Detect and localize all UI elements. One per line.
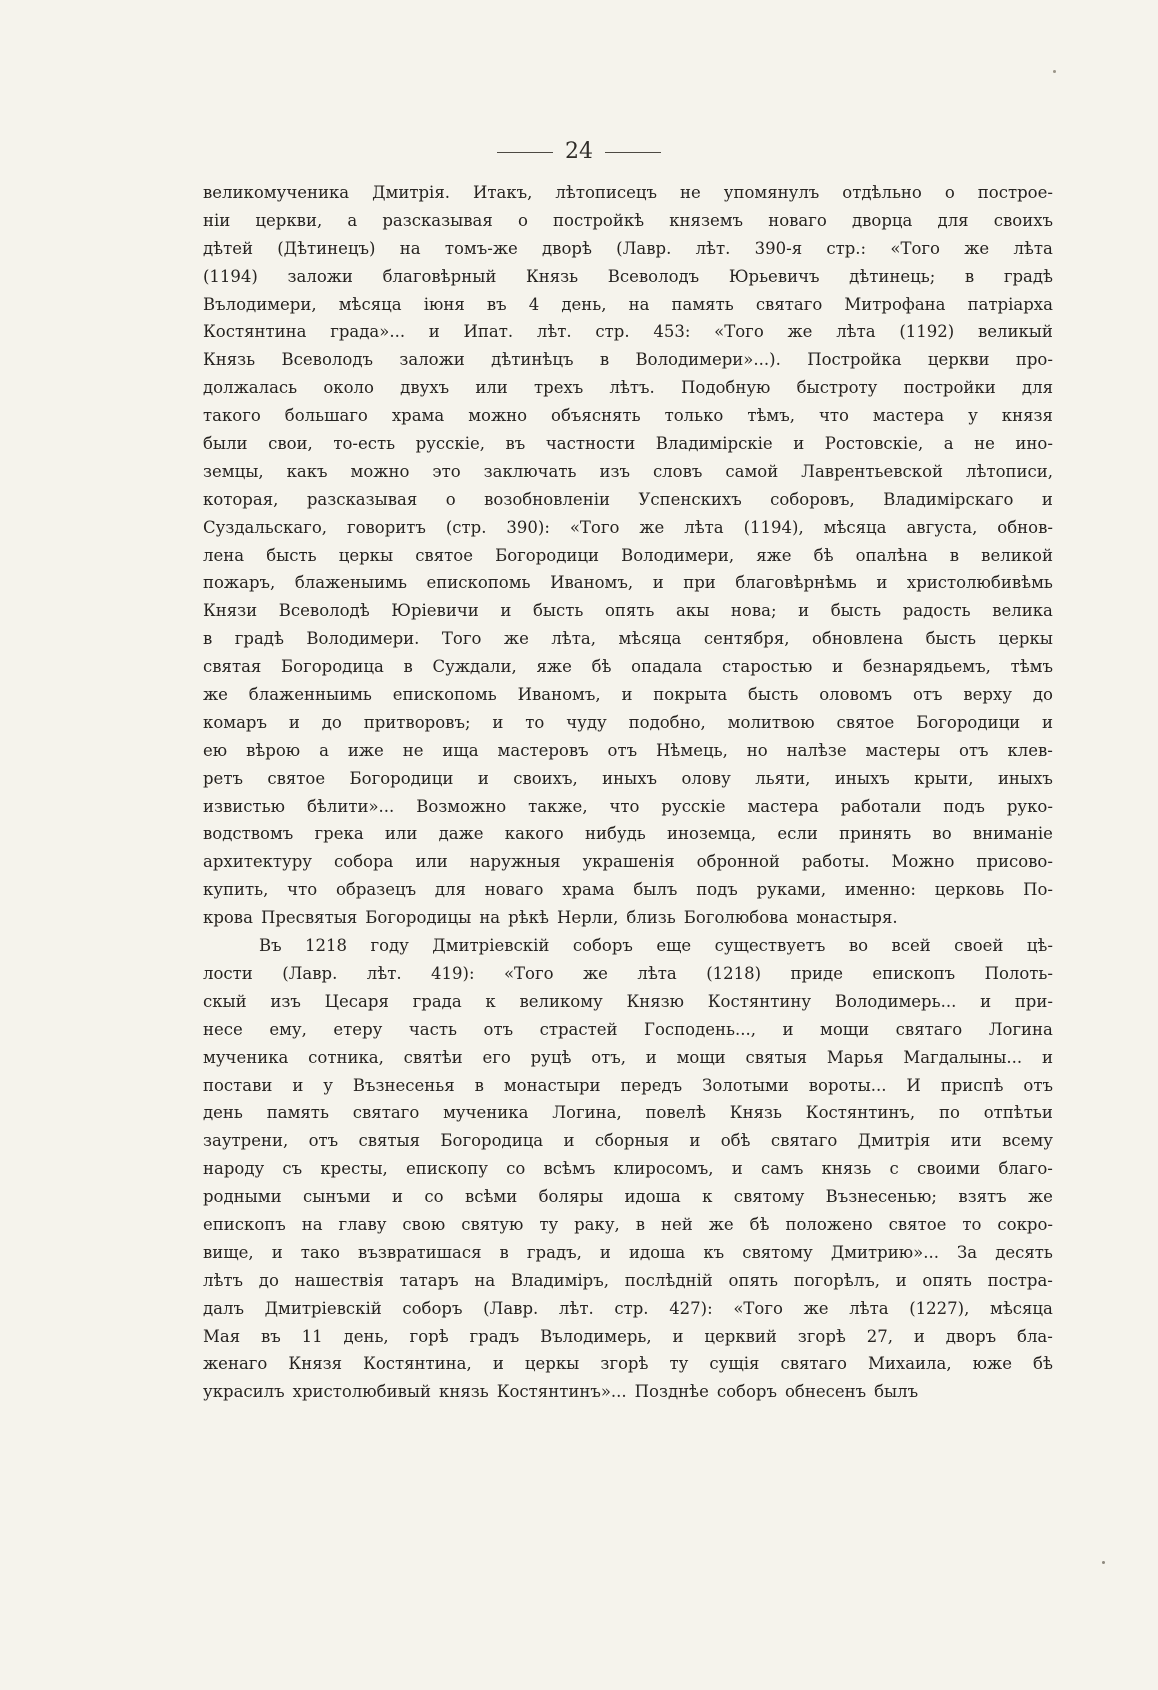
text-line: Костянтина града»... и Ипат. лѣт. стр. 453: «Того же лѣта (1192) великый [203, 322, 1053, 342]
text-line: несе ему, етеру часть отъ страстей Господень..., и мощи святаго Логина [203, 1019, 1053, 1039]
text-line: (1194) заложи благовѣрный Князь Всеволодъ Юрьевичъ дѣтинець; в градѣ [203, 266, 1053, 286]
text-line: лости (Лавр. лѣт. 419): «Того же лѣта (1218) приде епископъ Полоть- [203, 963, 1053, 983]
text-line: день память святаго мученика Логина, повелѣ Князь Костянтинъ, по отпѣтьи [203, 1103, 1053, 1123]
text-line: лѣтъ до нашествія татаръ на Владиміръ, послѣдній опять погорѣлъ, и опять постра- [203, 1270, 1053, 1290]
paragraph [203, 932, 1053, 1406]
paragraph [203, 179, 1053, 932]
text-line: заутрени, отъ святыя Богородица и сборныя и обѣ святаго Дмитрія ити всему [203, 1131, 1053, 1151]
text-line: купить, что образецъ для новаго храма былъ подъ руками, именно: церковь По- [203, 880, 1053, 900]
text-line: ретъ святое Богородици и своихъ, иныхъ олову льяти, иныхъ крыти, иныхъ [203, 768, 1053, 788]
text-line: пожаръ, блаженыимь епископомь Иваномъ, и при благовѣрнѣмь и христолюбивѣмь [203, 573, 1053, 593]
body-text [203, 179, 1053, 1406]
text-line: мученика сотника, святѣи его руцѣ отъ, и мощи святыя Марья Магдалыны... и [203, 1047, 1053, 1067]
text-line: дѣтей (Дѣтинецъ) на томъ-же дворѣ (Лавр. лѣт. 390-я стр.: «Того же лѣта [203, 238, 1053, 258]
header-rule-right [605, 152, 661, 153]
text-line: такого большаго храма можно объяснять только тѣмъ, что мастера у князя [203, 406, 1053, 426]
text-line: были свои, то-есть русскіе, въ частности Владимірскіе и Ростовскіе, а не ино- [203, 434, 1053, 454]
text-line: народу съ кресты, епископу со всѣмъ клиросомъ, и самъ князь с своими благо- [203, 1159, 1053, 1179]
header-rule-left [497, 152, 553, 153]
text-line: Вълодимери, мѣсяца іюня въ 4 день, на память святаго Митрофана патріарха [203, 294, 1053, 314]
text-line: Князь Всеволодъ заложи дѣтинѣцъ в Володимери»...). Постройка церкви про- [203, 350, 1053, 370]
text-line: водствомъ грека или даже какого нибудь иноземца, если принять во вниманіе [203, 824, 1053, 844]
text-line: ею вѣрою а иже не ища мастеровъ отъ Нѣмець, но налѣзе мастеры отъ клев- [203, 740, 1053, 760]
text-line: епископъ на главу свою святую ту раку, в ней же бѣ положено святое то сокро- [203, 1214, 1053, 1234]
text-line: в градѣ Володимери. Того же лѣта, мѣсяца сентября, обновлена бысть церкы [203, 629, 1053, 649]
text-line: Суздальскаго, говоритъ (стр. 390): «Того же лѣта (1194), мѣсяца августа, обнов- [203, 517, 1053, 537]
text-line: Мая въ 11 день, горѣ градъ Вълодимерь, и церквий згорѣ 27, и дворъ бла- [203, 1326, 1053, 1346]
paper-speck [1102, 1561, 1105, 1564]
text-line: извистью бѣлити»... Возможно также, что русскіе мастера работали подъ руко- [203, 796, 1053, 816]
text-line: которая, разсказывая о возобновленіи Успенскихъ соборовъ, Владимірскаго и [203, 489, 1053, 509]
text-line: ніи церкви, а разсказывая о постройкѣ княземъ новаго дворца для своихъ [203, 210, 1053, 230]
page-header [0, 135, 1158, 169]
text-line: вище, и тако възвратишася в градъ, и идоша къ святому Дмитрию»... За десять [203, 1242, 1053, 1262]
text-line: Князи Всеволодѣ Юріевичи и бысть опять акы нова; и бысть радость велика [203, 601, 1053, 621]
text-line: родными сынъми и со всѣми боляры идоша к святому Възнесенью; взятъ же [203, 1187, 1053, 1207]
text-line: должалась около двухъ или трехъ лѣтъ. Подобную быстроту постройки для [203, 378, 1053, 398]
text-line: далъ Дмитріевскій соборъ (Лавр. лѣт. стр. 427): «Того же лѣта (1227), мѣсяца [203, 1298, 1053, 1318]
text-line: Въ 1218 году Дмитріевскій соборъ еще существуетъ во всей своей цѣ- [259, 936, 1053, 956]
text-line: крова Пресвятыя Богородицы на рѣкѣ Нерли, близь Боголюбова монастыря. [203, 908, 898, 928]
paper-speck [1053, 70, 1056, 73]
text-line: земцы, какъ можно это заключать изъ словъ самой Лаврентьевской лѣтописи, [203, 461, 1053, 481]
page-number: 24 [565, 139, 593, 164]
text-line: архитектуру собора или наружныя украшенія обронной работы. Можно присово- [203, 852, 1053, 872]
text-line: комаръ и до притворовъ; и то чуду подобно, молитвою святое Богородици и [203, 712, 1053, 732]
text-line: лена бысть церкы святое Богородици Володимери, яже бѣ опалѣна в великой [203, 545, 1053, 565]
text-line: украсилъ христолюбивый князь Костянтинъ»... Позднѣе соборъ обнесенъ былъ [203, 1382, 919, 1402]
text-line: постави и у Възнесенья в монастыри передъ Золотыми вороты... И приспѣ отъ [203, 1075, 1053, 1095]
text-line: скый изъ Цесаря града к великому Князю Костянтину Володимерь... и при- [203, 991, 1053, 1011]
text-line: великомученика Дмитрія. Итакъ, лѣтописецъ не упомянулъ отдѣльно о построе- [203, 183, 1053, 202]
text-line: же блаженныимь епископомь Иваномъ, и покрыта бысть оловомъ отъ верху до [203, 685, 1053, 705]
text-line: женаго Князя Костянтина, и церкы згорѣ ту сущія святаго Михаила, юже бѣ [203, 1354, 1053, 1374]
text-line: святая Богородица в Суждали, яже бѣ опадала старостью и безнарядьемъ, тѣмъ [203, 657, 1053, 677]
